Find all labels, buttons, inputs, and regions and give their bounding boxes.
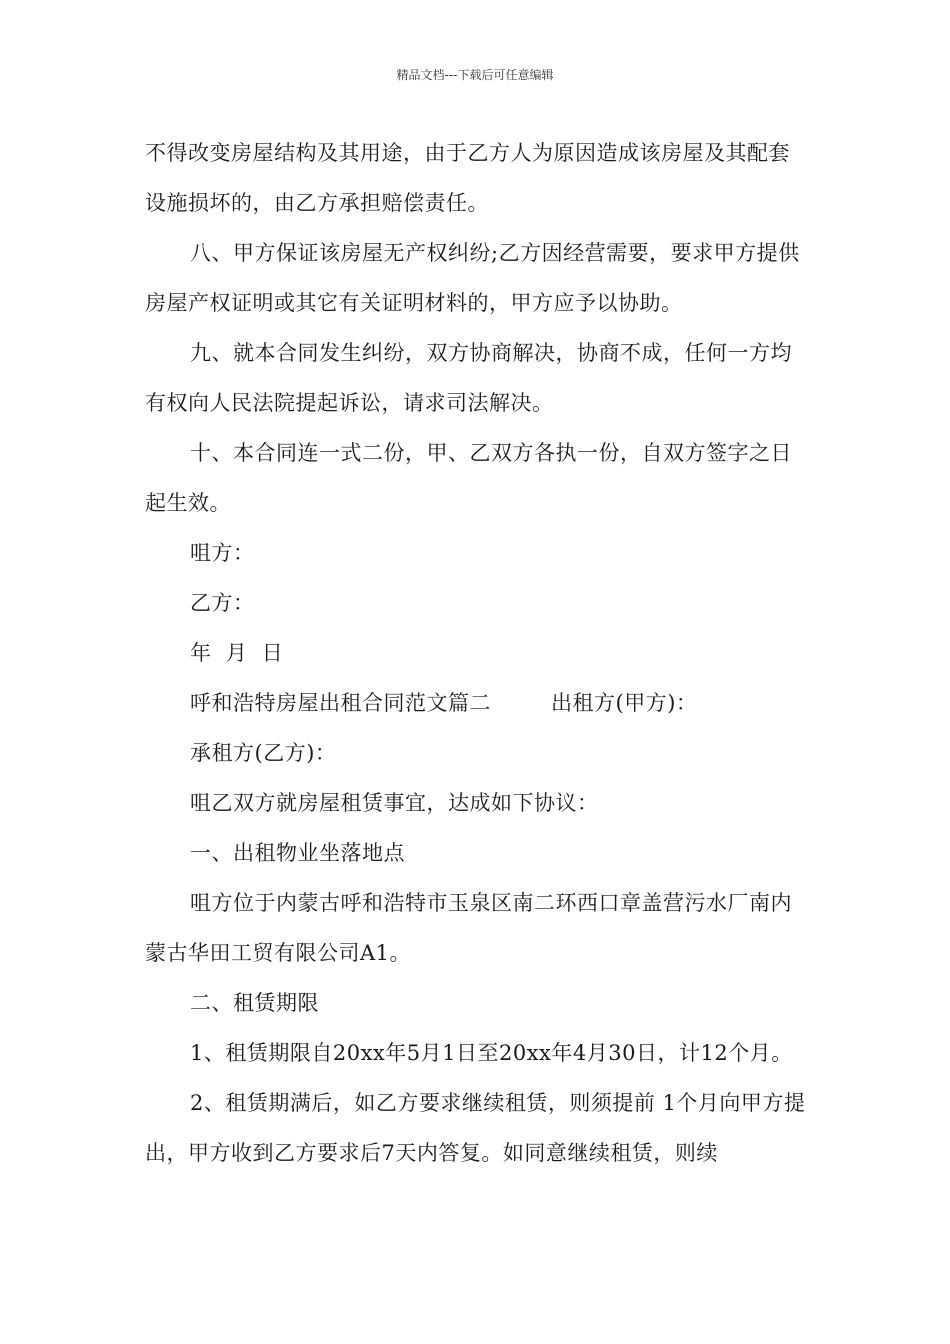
paragraph: 2、租赁期满后，如乙方要求继续租赁，则须提前 1个月向甲方提出，甲方收到乙方要求后7天内答复。如同意继续租赁，则续 (145, 1091, 806, 1165)
signature-party-b: 乙方： (190, 591, 255, 615)
clause-heading: 一、出租物业坐落地点 (190, 841, 405, 865)
document-body (145, 128, 810, 1178)
signature-date: 年 月 日 (190, 641, 284, 665)
paragraph: 九、就本合同发生纠纷，双方协商解决，协商不成，任何一方均有权向人民法院提起诉讼，请求司法解决。 (145, 341, 792, 415)
paragraph: 不得改变房屋结构及其用途，由于乙方人为原因造成该房屋及其配套设施损坏的，由乙方承担赔偿责任。 (145, 141, 790, 215)
section-title-text: 呼和浩特房屋出租合同范文篇二 (190, 691, 491, 715)
signature-party-a: 咀方： (190, 541, 255, 565)
paragraph: 十、本合同连一式二份，甲、乙双方各执一份，自双方签字之日起生效。 (145, 441, 792, 515)
paragraph: 1、租赁期限自20xx年5月1日至20xx年4月30日，计12个月。 (190, 1041, 793, 1065)
clause-heading: 二、租赁期限 (190, 991, 319, 1015)
paragraph: 咀方位于内蒙古呼和浩特市玉泉区南二环西口章盖营污水厂南内蒙古华田工贸有限公司A1。 (145, 891, 792, 965)
lessor-label: 出租方(甲方)： (551, 691, 698, 715)
lessee-label: 承租方(乙方)： (190, 741, 337, 765)
paragraph: 咀乙双方就房屋租赁事宜，达成如下协议： (190, 791, 599, 815)
paragraph: 八、甲方保证该房屋无产权纠纷;乙方因经营需要，要求甲方提供房屋产权证明或其它有关证明材料的，甲方应予以协助。 (145, 241, 800, 315)
page-header: 精品文档---下载后可任意编辑 (396, 68, 554, 82)
section-title (145, 678, 810, 728)
